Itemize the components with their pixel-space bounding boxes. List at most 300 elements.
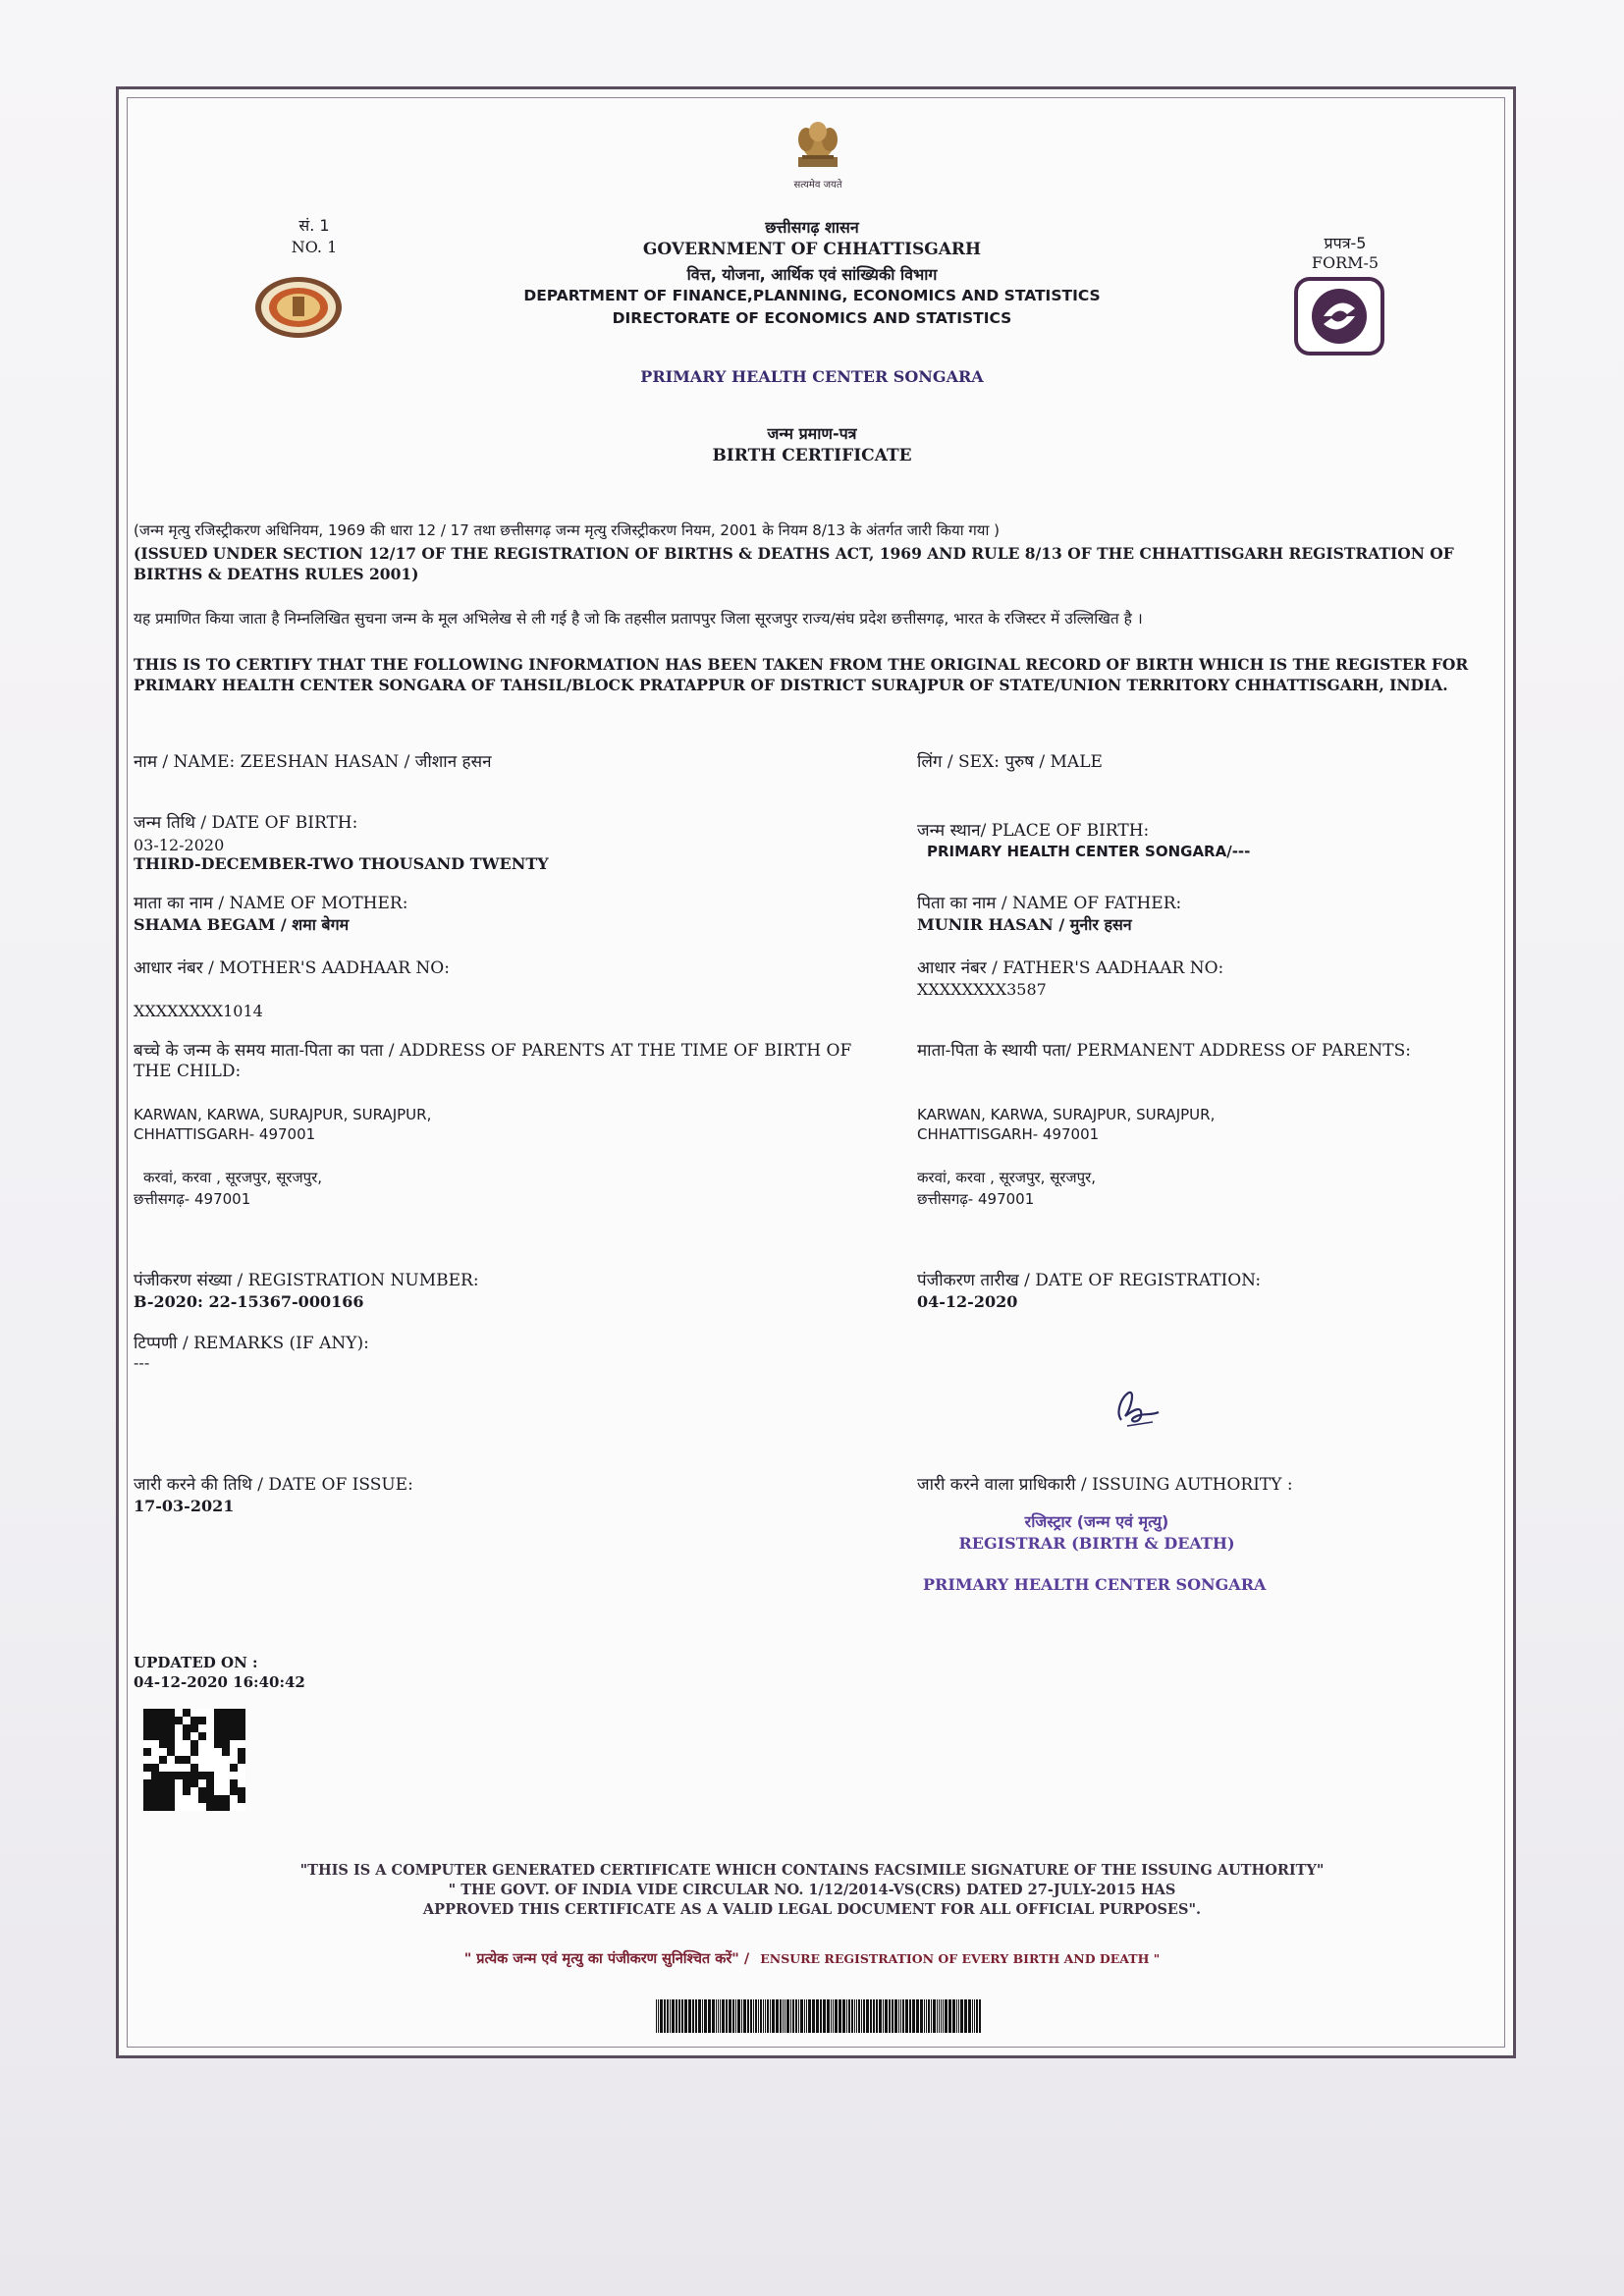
qr-module <box>183 1748 190 1756</box>
crs-logo-icon <box>1294 277 1384 355</box>
barcode-bar <box>941 1999 942 2033</box>
crs-logo <box>1294 277 1384 359</box>
qr-module <box>143 1764 151 1772</box>
qr-module <box>143 1732 151 1740</box>
mother-aadhaar-value: XXXXXXXX1014 <box>134 1002 263 1020</box>
barcode-bar <box>792 1999 794 2033</box>
national-emblem-icon <box>792 118 843 175</box>
barcode-bar <box>972 1999 973 2033</box>
qr-module <box>238 1795 245 1803</box>
qr-module <box>230 1764 238 1772</box>
registration-slogan <box>370 1948 1254 1968</box>
qr-module <box>230 1803 238 1811</box>
qr-module <box>175 1779 183 1787</box>
qr-module <box>238 1803 245 1811</box>
qr-module <box>190 1787 198 1795</box>
barcode-bar <box>902 1999 904 2033</box>
updated-on-value: 04-12-2020 16:40:42 <box>134 1673 305 1691</box>
barcode-bar <box>839 1999 841 2033</box>
qr-module <box>198 1732 206 1740</box>
barcode-bar <box>823 1999 826 2033</box>
barcode-bar <box>892 1999 893 2033</box>
barcode-bar <box>667 1999 669 2033</box>
qr-module <box>222 1717 230 1724</box>
barcode-bar <box>846 1999 847 2033</box>
birth-address-label: बच्चे के जन्म के समय माता-पिता का पता / ADDRESS OF PARENTS AT THE TIME OF BIRTH OF THE CHILD: <box>134 1041 852 1081</box>
barcode-bar <box>743 1999 746 2033</box>
barcode-bar <box>905 1999 908 2033</box>
qr-module <box>143 1795 151 1803</box>
pob-label: जन्म स्थान/ PLACE OF BIRTH: <box>917 821 1150 841</box>
qr-module <box>230 1717 238 1724</box>
qr-module <box>190 1717 198 1724</box>
qr-module <box>222 1709 230 1717</box>
qr-module <box>230 1709 238 1717</box>
verification-qr-code[interactable] <box>143 1709 245 1811</box>
qr-module <box>198 1787 206 1795</box>
father-name-label: पिता का नाम / NAME OF FATHER: <box>917 894 1182 913</box>
qr-module <box>151 1772 159 1779</box>
qr-module <box>222 1748 230 1756</box>
qr-module <box>159 1787 167 1795</box>
qr-module <box>183 1732 190 1740</box>
father-aadhaar-value: XXXXXXXX3587 <box>917 980 1047 999</box>
qr-module <box>167 1772 175 1779</box>
barcode-bar <box>948 1999 951 2033</box>
registrar-title-en: REGISTRAR (BIRTH & DEATH) <box>958 1534 1235 1553</box>
qr-module <box>151 1717 159 1724</box>
qr-module <box>143 1787 151 1795</box>
qr-module <box>143 1724 151 1732</box>
qr-module <box>198 1717 206 1724</box>
barcode-bar <box>737 1999 740 2033</box>
directorate-en: DIRECTORATE OF ECONOMICS AND STATISTICS <box>612 309 1012 327</box>
qr-module <box>222 1803 230 1811</box>
qr-module <box>198 1740 206 1748</box>
qr-module <box>198 1779 206 1787</box>
barcode-bar <box>783 1999 784 2033</box>
qr-module <box>206 1709 214 1717</box>
updated-on-label: UPDATED ON : <box>134 1654 258 1671</box>
qr-module <box>183 1795 190 1803</box>
birth-address-en-line1: KARWAN, KARWA, SURAJPUR, SURAJPUR, <box>134 1106 432 1123</box>
qr-module <box>214 1717 222 1724</box>
qr-module <box>206 1795 214 1803</box>
qr-module <box>230 1779 238 1787</box>
qr-module <box>230 1756 238 1764</box>
barcode-bar <box>755 1999 757 2033</box>
barcode-bar <box>776 1999 779 2033</box>
barcode-bar <box>786 1999 789 2033</box>
qr-module <box>190 1772 198 1779</box>
qr-module <box>198 1764 206 1772</box>
qr-module <box>151 1795 159 1803</box>
qr-module <box>222 1756 230 1764</box>
qr-module <box>159 1724 167 1732</box>
remarks-label: टिप्पणी / REMARKS (IF ANY): <box>134 1334 369 1353</box>
barcode-bar <box>831 1999 832 2033</box>
qr-module <box>167 1740 175 1748</box>
qr-module <box>183 1803 190 1811</box>
qr-module <box>214 1732 222 1740</box>
qr-module <box>175 1732 183 1740</box>
registrar-title-hi: रजिस्ट्रार (जन्म एवं मृत्यु) <box>1024 1512 1169 1531</box>
certificate-title-hi: जन्म प्रमाण-पत्र <box>767 424 857 443</box>
qr-module <box>238 1740 245 1748</box>
certify-hi: यह प्रमाणित किया जाता है निम्नलिखित सुचना जन्म के मूल अभिलेख से ली गई है जो कि तहसील प्रतापपुर जिला सूरजपुर राज्य/संघ प्रदेश छत्तीसगढ़, भारत के रजिस्टर में उल्लिखित है । <box>134 610 1143 628</box>
barcode-bar <box>798 1999 799 2033</box>
barcode-bar <box>898 1999 899 2033</box>
barcode-bar <box>863 1999 865 2033</box>
mother-aadhaar-label: आधार नंबर / MOTHER'S AADHAAR NO: <box>134 958 450 978</box>
birth-address-en-line2: CHHATTISGARH- 497001 <box>134 1125 316 1143</box>
qr-module <box>222 1732 230 1740</box>
qr-module <box>206 1764 214 1772</box>
barcode-bar <box>835 1999 838 2033</box>
qr-module <box>183 1756 190 1764</box>
qr-module <box>151 1748 159 1756</box>
qr-module <box>183 1724 190 1732</box>
qr-module <box>183 1717 190 1724</box>
qr-module <box>167 1724 175 1732</box>
child-name: नाम / NAME: ZEESHAN HASAN / जीशान हसन <box>134 752 492 772</box>
barcode-bar <box>883 1999 884 2033</box>
child-sex: लिंग / SEX: पुरुष / MALE <box>917 752 1103 772</box>
certify-en: THIS IS TO CERTIFY THAT THE FOLLOWING INFORMATION HAS BEEN TAKEN FROM THE ORIGINAL RECORD OF BIRTH WHICH IS THE REGISTER FOR PRIMARY HEALTH CENTER SONGARA OF TAHSIL/BLOCK PRATAPPUR OF DISTRICT SURAJPUR OF STATE/UNION TERRITORY CHHATTISGARH, INDIA. <box>134 655 1469 694</box>
qr-module <box>190 1748 198 1756</box>
registration-number-label: पंजीकरण संख्या / REGISTRATION NUMBER: <box>134 1271 479 1290</box>
qr-module <box>167 1756 175 1764</box>
father-name-value: MUNIR HASAN / मुनीर हसन <box>917 915 1132 934</box>
qr-module <box>206 1748 214 1756</box>
barcode-bar <box>750 1999 752 2033</box>
barcode-bar <box>928 1999 930 2033</box>
barcode-bar <box>974 1999 975 2033</box>
qr-module <box>206 1717 214 1724</box>
qr-module <box>183 1740 190 1748</box>
qr-module <box>206 1779 214 1787</box>
computer-generated-note: "THIS IS A COMPUTER GENERATED CERTIFICATE WHICH CONTAINS FACSIMILE SIGNATURE OF THE ISSUING AUTHORITY" <box>299 1862 1325 1879</box>
barcode-bar <box>916 1999 919 2033</box>
barcode-bar <box>851 1999 853 2033</box>
qr-module <box>222 1764 230 1772</box>
qr-module <box>151 1740 159 1748</box>
qr-module <box>238 1748 245 1756</box>
barcode-bar <box>708 1999 711 2033</box>
qr-module <box>222 1772 230 1779</box>
qr-module <box>238 1717 245 1724</box>
qr-module <box>167 1787 175 1795</box>
barcode-bar <box>876 1999 878 2033</box>
qr-module <box>198 1803 206 1811</box>
barcode-bar <box>658 1999 659 2033</box>
barcode-bar <box>931 1999 932 2033</box>
qr-module <box>143 1709 151 1717</box>
qr-module <box>159 1779 167 1787</box>
barcode-bar <box>879 1999 882 2033</box>
barcode-bar <box>678 1999 680 2033</box>
barcode-bar <box>812 1999 815 2033</box>
department-en: DEPARTMENT OF FINANCE,PLANNING, ECONOMICS AND STATISTICS <box>523 287 1101 304</box>
barcode-bar <box>889 1999 891 2033</box>
qr-module <box>198 1748 206 1756</box>
qr-module <box>230 1795 238 1803</box>
barcode-bar <box>960 1999 963 2033</box>
barcode-bar <box>870 1999 872 2033</box>
qr-module <box>190 1740 198 1748</box>
qr-module <box>230 1772 238 1779</box>
issuing-authority-label: जारी करने वाला प्राधिकारी / ISSUING AUTHORITY : <box>917 1475 1293 1495</box>
form-number-hi: प्रपत्र-5 <box>1324 234 1367 252</box>
qr-module <box>206 1732 214 1740</box>
qr-module <box>175 1803 183 1811</box>
barcode-bar <box>760 1999 762 2033</box>
govt-circular-note: " THE GOVT. OF INDIA VIDE CIRCULAR NO. 1/12/2014-VS(CRS) DATED 27-JULY-2015 HAS <box>448 1882 1176 1898</box>
barcode-bar <box>920 1999 923 2033</box>
permanent-address-en-line1: KARWAN, KARWA, SURAJPUR, SURAJPUR, <box>917 1106 1216 1123</box>
qr-module <box>238 1709 245 1717</box>
qr-module <box>175 1717 183 1724</box>
barcode-bar <box>979 1999 981 2033</box>
barcode-bar <box>926 1999 927 2033</box>
barcode-bar <box>765 1999 766 2033</box>
qr-module <box>222 1724 230 1732</box>
ashoka-emblem <box>792 118 843 179</box>
barcode-bar <box>827 1999 830 2033</box>
qr-module <box>167 1795 175 1803</box>
qr-module <box>230 1732 238 1740</box>
state-seal-icon <box>253 275 344 340</box>
qr-module <box>175 1724 183 1732</box>
qr-module <box>183 1772 190 1779</box>
qr-module <box>143 1748 151 1756</box>
dob-in-words: THIRD-DECEMBER-TWO THOUSAND TWENTY <box>134 854 549 873</box>
qr-module <box>214 1724 222 1732</box>
qr-module <box>151 1756 159 1764</box>
qr-module <box>190 1803 198 1811</box>
legal-document-note: APPROVED THIS CERTIFICATE AS A VALID LEGAL DOCUMENT FOR ALL OFFICIAL PURPOSES". <box>422 1901 1202 1918</box>
qr-module <box>167 1803 175 1811</box>
barcode-bar <box>681 1999 683 2033</box>
barcode-bar <box>866 1999 869 2033</box>
qr-module <box>175 1740 183 1748</box>
form-number-en: FORM-5 <box>1311 253 1380 272</box>
qr-module <box>214 1779 222 1787</box>
qr-module <box>167 1779 175 1787</box>
qr-module <box>175 1709 183 1717</box>
barcode-bar <box>712 1999 715 2033</box>
barcode-bar <box>816 1999 819 2033</box>
qr-module <box>159 1717 167 1724</box>
qr-module <box>190 1779 198 1787</box>
barcode-bar <box>718 1999 719 2033</box>
barcode-bar <box>763 1999 764 2033</box>
qr-module <box>214 1787 222 1795</box>
qr-module <box>151 1732 159 1740</box>
barcode-bar <box>692 1999 694 2033</box>
barcode-bar <box>695 1999 697 2033</box>
qr-module <box>151 1724 159 1732</box>
barcode-bar <box>735 1999 736 2033</box>
barcode-bar <box>964 1999 967 2033</box>
chhattisgarh-seal <box>253 275 344 344</box>
qr-module <box>190 1732 198 1740</box>
certificate-title-en: BIRTH CERTIFICATE <box>712 446 912 465</box>
govt-name-hi: छत्तीसगढ़ शासन <box>765 218 859 237</box>
qr-module <box>151 1779 159 1787</box>
qr-module <box>230 1724 238 1732</box>
qr-module <box>151 1787 159 1795</box>
qr-module <box>206 1724 214 1732</box>
barcode-bar <box>758 1999 759 2033</box>
qr-module <box>214 1756 222 1764</box>
slogan-en: ENSURE REGISTRATION OF EVERY BIRTH AND DEATH " <box>760 1951 1161 1966</box>
qr-module <box>206 1740 214 1748</box>
barcode-bar <box>808 1999 811 2033</box>
permanent-address-label: माता-पिता के स्थायी पता/ PERMANENT ADDRESS OF PARENTS: <box>917 1041 1411 1061</box>
barcode-bar <box>753 1999 754 2033</box>
barcode-bar <box>842 1999 845 2033</box>
qr-module <box>222 1779 230 1787</box>
barcode-bar <box>856 1999 857 2033</box>
barcode-bar <box>861 1999 862 2033</box>
qr-module <box>238 1724 245 1732</box>
barcode-bar <box>720 1999 721 2033</box>
barcode-bar <box>833 1999 834 2033</box>
registration-date-label: पंजीकरण तारीख / DATE OF REGISTRATION: <box>917 1271 1262 1290</box>
date-of-issue-label: जारी करने की तिथि / DATE OF ISSUE: <box>134 1475 413 1495</box>
qr-module <box>175 1764 183 1772</box>
barcode-bar <box>952 1999 955 2033</box>
qr-module <box>143 1772 151 1779</box>
qr-module <box>159 1732 167 1740</box>
barcode-bar <box>804 1999 805 2033</box>
serial-number-hi: सं. 1 <box>298 216 330 235</box>
barcode-bar <box>937 1999 938 2033</box>
birth-address-hi-line1: करवां, करवा , सूरजपुर, सूरजपुर, <box>143 1169 323 1186</box>
qr-module <box>143 1740 151 1748</box>
qr-module <box>214 1709 222 1717</box>
qr-module <box>230 1740 238 1748</box>
barcode-bar <box>716 1999 717 2033</box>
qr-module <box>238 1772 245 1779</box>
barcode-bar <box>894 1999 897 2033</box>
barcode-bar <box>780 1999 782 2033</box>
barcode-bar <box>854 1999 855 2033</box>
qr-module <box>151 1803 159 1811</box>
qr-module <box>206 1756 214 1764</box>
qr-module <box>238 1764 245 1772</box>
qr-module <box>198 1795 206 1803</box>
barcode-bar <box>958 1999 959 2033</box>
barcode-bar <box>956 1999 957 2033</box>
barcode-bar <box>900 1999 901 2033</box>
qr-module <box>214 1795 222 1803</box>
barcode-bar <box>943 1999 944 2033</box>
qr-module <box>230 1748 238 1756</box>
barcode-bar <box>741 1999 742 2033</box>
permanent-address-en-line2: CHHATTISGARH- 497001 <box>917 1125 1100 1143</box>
barcode-bar <box>702 1999 703 2033</box>
qr-module <box>159 1772 167 1779</box>
barcode-bar <box>676 1999 677 2033</box>
barcode-bar <box>790 1999 791 2033</box>
qr-module <box>206 1772 214 1779</box>
barcode-bar <box>858 1999 860 2033</box>
registration-date-value: 04-12-2020 <box>917 1292 1018 1311</box>
qr-module <box>198 1772 206 1779</box>
barcode-bar <box>656 1999 657 2033</box>
issued-under-en: (ISSUED UNDER SECTION 12/17 OF THE REGISTRATION OF BIRTHS & DEATHS ACT, 1969 AND RULE 8/13 OF THE CHHATTISGARH REGISTRATION OF BIRTHS & DEATHS RULES 2001) <box>134 544 1454 583</box>
qr-module <box>190 1756 198 1764</box>
dob-label: जन्म तिथि / DATE OF BIRTH: <box>134 813 358 833</box>
barcode-bar <box>820 1999 822 2033</box>
qr-module <box>175 1795 183 1803</box>
permanent-address-hi-line2: छत्तीसगढ़- 497001 <box>917 1190 1035 1208</box>
barcode-bar <box>670 1999 671 2033</box>
qr-module <box>159 1740 167 1748</box>
barcode-bar <box>772 1999 775 2033</box>
barcode-bar <box>704 1999 707 2033</box>
barcode-bar <box>873 1999 875 2033</box>
qr-module <box>175 1756 183 1764</box>
certificate-barcode <box>656 1999 982 2033</box>
qr-module <box>143 1717 151 1724</box>
qr-module <box>214 1803 222 1811</box>
qr-module <box>175 1748 183 1756</box>
barcode-bar <box>729 1999 731 2033</box>
qr-module <box>222 1795 230 1803</box>
pob-value: PRIMARY HEALTH CENTER SONGARA/--- <box>927 843 1251 860</box>
qr-module <box>222 1787 230 1795</box>
barcode-bar <box>767 1999 769 2033</box>
qr-module <box>206 1803 214 1811</box>
authority-center-name: PRIMARY HEALTH CENTER SONGARA <box>923 1575 1267 1594</box>
barcode-bar <box>933 1999 936 2033</box>
qr-module <box>214 1740 222 1748</box>
barcode-bar <box>885 1999 888 2033</box>
qr-module <box>190 1764 198 1772</box>
barcode-bar <box>722 1999 725 2033</box>
dob-value: 03-12-2020 <box>134 836 225 854</box>
birth-address-hi-line2: छत्तीसगढ़- 497001 <box>134 1190 251 1208</box>
qr-module <box>143 1756 151 1764</box>
mother-name-label: माता का नाम / NAME OF MOTHER: <box>134 894 408 913</box>
barcode-bar <box>976 1999 978 2033</box>
barcode-bar <box>660 1999 663 2033</box>
qr-module <box>214 1772 222 1779</box>
qr-module <box>151 1764 159 1772</box>
slogan-hi: " प्रत्येक जन्म एवं मृत्यु का पंजीकरण सुनिश्चित करें" / <box>463 1951 750 1967</box>
qr-module <box>167 1709 175 1717</box>
qr-module <box>238 1779 245 1787</box>
qr-module <box>183 1779 190 1787</box>
registration-number-value: B-2020: 22-15367-000166 <box>134 1292 364 1311</box>
qr-module <box>175 1787 183 1795</box>
issued-under-hi: (जन्म मृत्यु रजिस्ट्रीकरण अधिनियम, 1969 की धारा 12 / 17 तथा छत्तीसगढ़ जन्म मृत्यु रजिस्ट्रीकरण नियम, 2001 के नियम 8/13 के अंतर्गत जारी किया गया ) <box>134 521 1001 539</box>
barcode-bar <box>939 1999 940 2033</box>
father-aadhaar-label: आधार नंबर / FATHER'S AADHAAR NO: <box>917 958 1224 978</box>
qr-module <box>183 1709 190 1717</box>
qr-module <box>159 1756 167 1764</box>
qr-module <box>238 1732 245 1740</box>
signature-scribble <box>1108 1383 1163 1434</box>
barcode-bar <box>698 1999 701 2033</box>
qr-module <box>159 1748 167 1756</box>
remarks-value: --- <box>134 1353 150 1372</box>
barcode-bar <box>848 1999 850 2033</box>
govt-name-en: GOVERNMENT OF CHHATTISGARH <box>642 240 982 259</box>
